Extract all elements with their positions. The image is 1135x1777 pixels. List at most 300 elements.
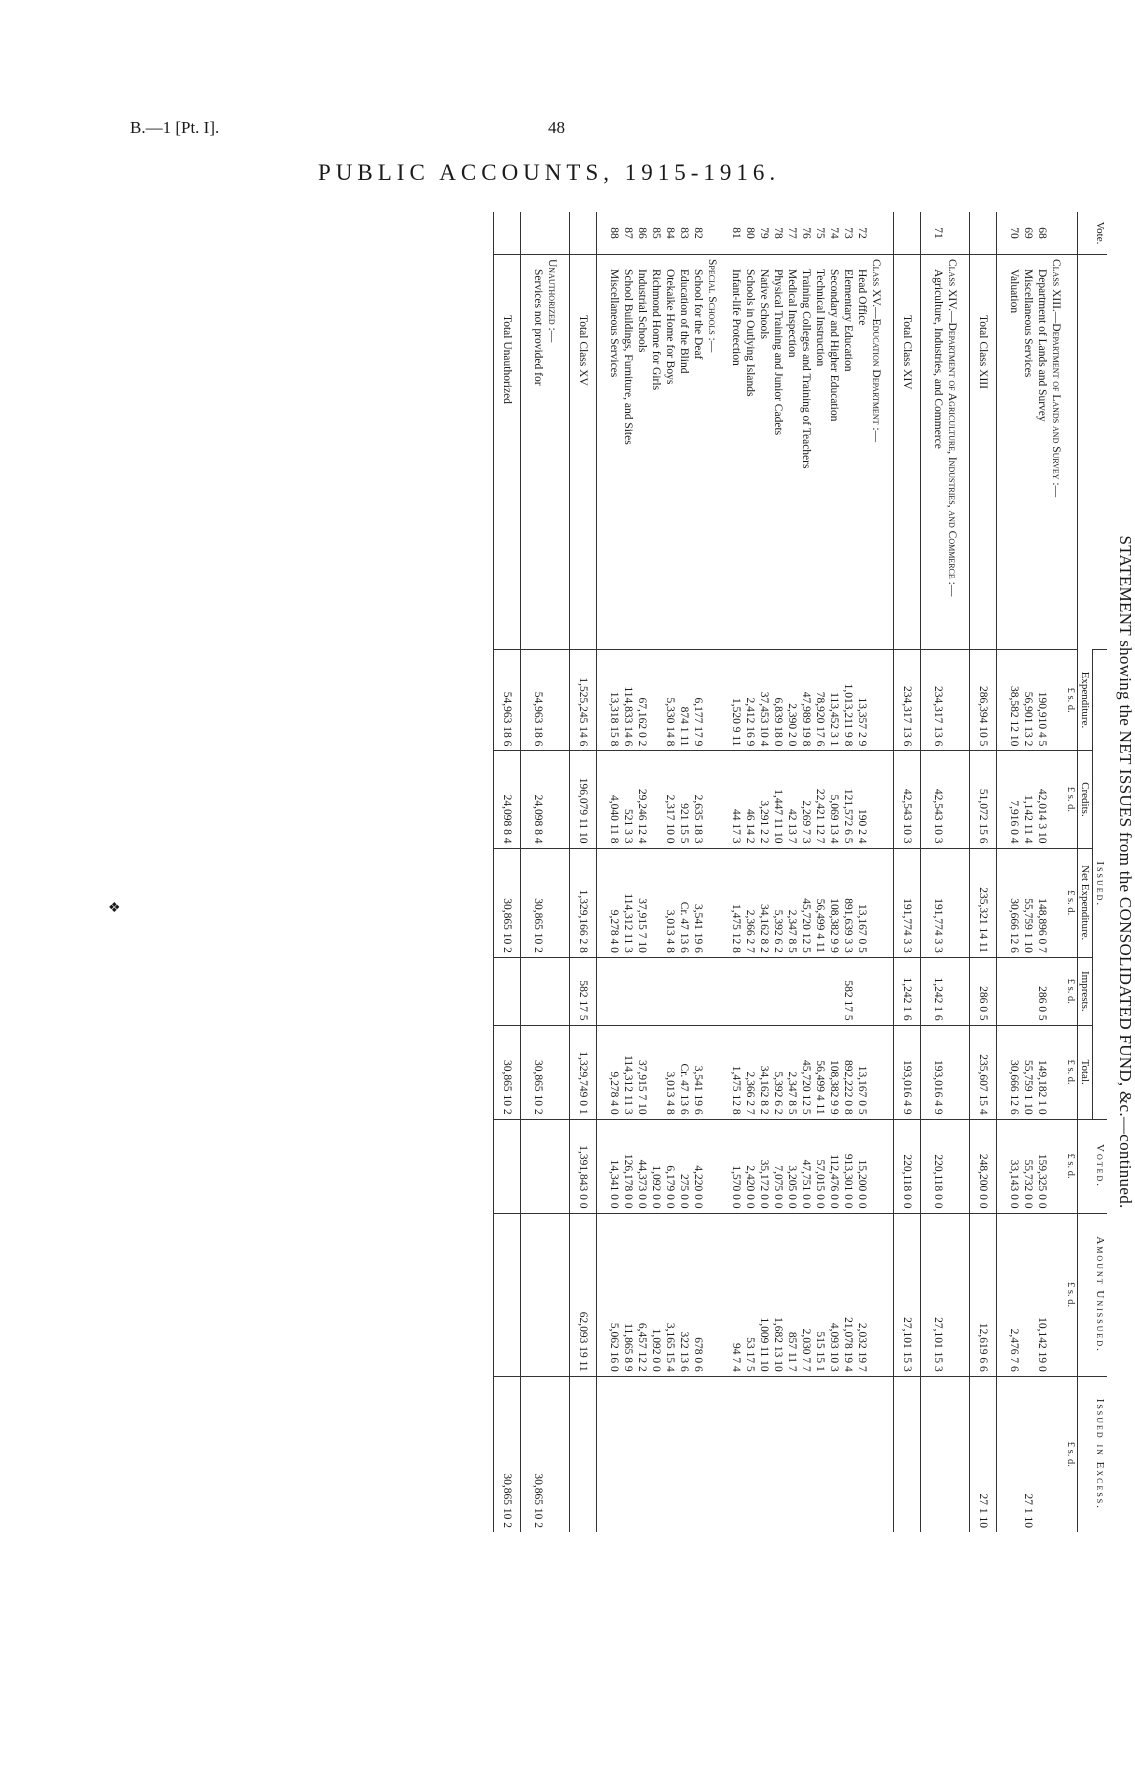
empty-cell: [869, 848, 883, 957]
amount-cred: 190 2 4: [855, 751, 869, 848]
spacer-cell: [959, 1025, 970, 1119]
amount-tot: 2,366 2 7: [743, 1025, 757, 1119]
page-reference: B.—1 [Pt. I].: [130, 118, 220, 137]
table-row: [729, 212, 743, 1532]
empty-cell: [705, 1213, 719, 1376]
amount-tot: 149,182 1 0: [1035, 1025, 1049, 1119]
class-heading: Class XV.—Education Department :—: [869, 255, 883, 650]
amount-cred: 42,543 10 3: [931, 751, 945, 848]
total-exp: 1,525,245 14 6: [570, 650, 597, 751]
amount-imp: [649, 957, 663, 1025]
spacer-cell: [883, 1119, 894, 1213]
row-description: Richmond Home for Girls: [649, 255, 663, 650]
col-unissued: Amount Unissued.: [1078, 1213, 1108, 1376]
amount-cred: 521 3 3: [621, 751, 635, 848]
total-tot: 1,329,749 0 1: [570, 1025, 597, 1119]
amount-exc: [635, 1376, 649, 1532]
amount-cred: 42,014 3 10: [1035, 751, 1049, 848]
total-row: [570, 212, 597, 1532]
col-excess: Issued in Excess.: [1078, 1376, 1108, 1532]
spacer-cell: [521, 751, 532, 848]
empty-cell: [545, 650, 559, 751]
table-row: [827, 212, 841, 1532]
amount-exp: 190,910 4 5: [1035, 650, 1049, 751]
amount-net: 891,639 3 3: [841, 848, 855, 957]
total-exc: 27 1 10: [970, 1376, 997, 1532]
amount-voted: 14,341 0 0: [607, 1119, 621, 1213]
spacer-cell: [959, 1376, 970, 1532]
total-label: Total Class XIV: [894, 255, 921, 650]
amount-cred: 2,317 10 0: [663, 751, 677, 848]
vote-number: 74: [828, 227, 840, 239]
amount-cred: 5,069 13 4: [827, 751, 841, 848]
spacer-cell: [959, 255, 970, 650]
spacer-cell: [997, 1119, 1008, 1213]
amount-unis: 11,865 8 9: [621, 1213, 635, 1376]
amount-exc: [771, 1376, 785, 1532]
total-exc: [570, 1376, 597, 1532]
spacer-cell: [597, 1376, 608, 1532]
amount-voted: 126,178 0 0: [621, 1119, 635, 1213]
spacer-cell: [883, 212, 894, 255]
stray-mark: ❖: [108, 901, 121, 916]
amount-voted: 3,205 0 0: [785, 1119, 799, 1213]
amount-exc: [799, 1376, 813, 1532]
amount-unis: 2,030 7 7: [799, 1213, 813, 1376]
amount-exp: 1,013,211 9 8: [841, 650, 855, 751]
amount-net: 56,499 4 11: [813, 848, 827, 957]
spacer-cell: [883, 650, 894, 751]
class-heading-row: [869, 212, 883, 1532]
amount-voted: 220,118 0 0: [931, 1119, 945, 1213]
amount-exc: [1035, 1376, 1049, 1532]
total-voted: 1,391,843 0 0: [570, 1119, 597, 1213]
spacer-cell: [597, 212, 608, 255]
amount-exp: 2,390 2 0: [785, 650, 799, 751]
class-heading-row: [705, 212, 719, 1532]
vote-number: 86: [636, 227, 648, 239]
empty-cell: [545, 1119, 559, 1213]
spacer-cell: [921, 255, 932, 650]
table-row: [1007, 212, 1021, 1532]
amount-net: 5,392 6 2: [771, 848, 785, 957]
amount-cred: 29,246 12 4: [635, 751, 649, 848]
spacer-cell: [921, 650, 932, 751]
vote-cell: [894, 212, 921, 255]
empty-cell: [1049, 957, 1063, 1025]
amount-exp: 6,177 17 9: [691, 650, 705, 751]
amount-tot: 37,915 7 10: [635, 1025, 649, 1119]
amount-exp: 234,317 13 6: [931, 650, 945, 751]
amount-voted: 35,172 0 0: [757, 1119, 771, 1213]
amount-imp: [757, 957, 771, 1025]
unit-cell: £ s. d.: [1063, 957, 1078, 1025]
total-unis: 27,101 15 3: [894, 1213, 921, 1376]
empty-cell: [705, 650, 719, 751]
empty-cell: [869, 957, 883, 1025]
statement-table: [493, 212, 1107, 1532]
total-tot: 235,607 15 4: [970, 1025, 997, 1119]
vote-number: [531, 212, 545, 255]
vote-cell: [1049, 212, 1063, 255]
amount-imp: [771, 957, 785, 1025]
amount-tot: 5,392 6 2: [771, 1025, 785, 1119]
spacer-cell: [997, 848, 1008, 957]
vote-number: 77: [786, 227, 798, 239]
total-imp: [494, 957, 521, 1025]
spacer-row: [559, 212, 570, 1532]
table-row: [649, 212, 663, 1532]
unit-cell: £ s. d.: [1063, 751, 1078, 848]
total-net: 235,321 14 11: [970, 848, 997, 957]
amount-exc: [1007, 1376, 1021, 1532]
spacer-row: [883, 212, 894, 1532]
empty-cell: [545, 751, 559, 848]
total-net: 30,865 10 2: [494, 848, 521, 957]
unit-cell: £ s. d.: [1063, 1213, 1078, 1376]
amount-imp: [813, 957, 827, 1025]
table-row: [621, 212, 635, 1532]
spacer-cell: [959, 212, 970, 255]
amount-tot: 9,278 4 0: [607, 1025, 621, 1119]
amount-net: 2,347 8 5: [785, 848, 799, 957]
unit-cell: £ s. d.: [1063, 1119, 1078, 1213]
spacer-cell: [521, 650, 532, 751]
spacer-cell: [719, 1025, 729, 1119]
amount-cred: 1,142 11 4: [1021, 751, 1035, 848]
vote-cell: [570, 212, 597, 255]
amount-cred: 46 14 2: [743, 751, 757, 848]
amount-voted: 275 0 0: [677, 1119, 691, 1213]
spacer-cell: [921, 1025, 932, 1119]
row-description: Physical Training and Junior Cadets: [771, 255, 785, 650]
total-cred: 42,543 10 3: [894, 751, 921, 848]
row-description: Medical Inspection: [785, 255, 799, 650]
vote-number: 78: [772, 227, 784, 239]
amount-exp: [649, 650, 663, 751]
total-exp: 54,963 18 6: [494, 650, 521, 751]
empty-cell: [945, 650, 959, 751]
amount-net: 45,720 12 5: [799, 848, 813, 957]
spacer-cell: [921, 212, 932, 255]
empty-cell: [869, 1376, 883, 1532]
vote-cell: [970, 212, 997, 255]
unit-cell: [1063, 212, 1078, 255]
spacer-cell: [521, 255, 532, 650]
col-issued: Issued.: [1093, 650, 1108, 1120]
col-vote: Vote.: [1078, 212, 1108, 255]
table-row: [841, 212, 855, 1532]
amount-unis: 2,032 19 7: [855, 1213, 869, 1376]
unit-cell: [1063, 255, 1078, 650]
amount-imp: [743, 957, 757, 1025]
col-net: Net Expenditure.: [1078, 848, 1093, 957]
total-label: Total Class XIII: [970, 255, 997, 650]
amount-net: 37,915 7 10: [635, 848, 649, 957]
amount-net: 3,013 4 8: [663, 848, 677, 957]
vote-number: 72: [856, 227, 868, 239]
amount-tot: 55,759 1 10: [1021, 1025, 1035, 1119]
row-description: Infant-life Protection: [729, 255, 743, 650]
spacer-cell: [997, 1376, 1008, 1532]
spacer-cell: [521, 1213, 532, 1376]
spacer-cell: [521, 848, 532, 957]
amount-cred: 4,040 11 8: [607, 751, 621, 848]
empty-cell: [545, 957, 559, 1025]
amount-cred: 2,635 18 3: [691, 751, 705, 848]
amount-imp: [827, 957, 841, 1025]
spacer-row: [597, 212, 608, 1532]
amount-imp: [691, 957, 705, 1025]
table-row: [677, 212, 691, 1532]
total-voted: 248,200 0 0: [970, 1119, 997, 1213]
unit-cell: £ s. d.: [1063, 650, 1078, 751]
spacer-cell: [959, 751, 970, 848]
amount-net: 1,475 12 8: [729, 848, 743, 957]
amount-cred: 42 13 7: [785, 751, 799, 848]
empty-cell: [705, 751, 719, 848]
amount-exc: [677, 1376, 691, 1532]
spacer-cell: [921, 1119, 932, 1213]
amount-imp: [635, 957, 649, 1025]
spacer-cell: [559, 1376, 570, 1532]
spacer-cell: [959, 848, 970, 957]
vote-cell: [945, 212, 959, 255]
spacer-cell: [997, 1025, 1008, 1119]
amount-net: Cr. 47 13 6: [677, 848, 691, 957]
amount-exp: 38,582 12 10: [1007, 650, 1021, 751]
spacer-cell: [719, 650, 729, 751]
amount-unis: 21,078 19 4: [841, 1213, 855, 1376]
amount-tot: 193,016 4 9: [931, 1025, 945, 1119]
class-heading-row: [545, 212, 559, 1532]
amount-voted: 33,143 0 0: [1007, 1119, 1021, 1213]
total-row: [494, 212, 521, 1532]
empty-cell: [1049, 1119, 1063, 1213]
amount-exc: [729, 1376, 743, 1532]
amount-voted: 57,015 0 0: [813, 1119, 827, 1213]
vote-number: 70: [1008, 227, 1020, 239]
spacer-cell: [959, 1213, 970, 1376]
amount-cred: 121,572 6 5: [841, 751, 855, 848]
vote-cell: [705, 212, 719, 255]
unit-row: [1063, 212, 1078, 1532]
spacer-row: [719, 212, 729, 1532]
amount-imp: [677, 957, 691, 1025]
spacer-cell: [719, 1213, 729, 1376]
total-tot: 30,865 10 2: [494, 1025, 521, 1119]
amount-tot: Cr. 47 13 6: [677, 1025, 691, 1119]
page-number: 48: [548, 118, 565, 137]
spacer-row: [997, 212, 1008, 1532]
spacer-cell: [719, 1376, 729, 1532]
spacer-cell: [521, 1376, 532, 1532]
col-expenditure: Expenditure.: [1078, 650, 1093, 751]
total-exp: 286,394 10 5: [970, 650, 997, 751]
class-heading-row: [945, 212, 959, 1532]
empty-cell: [1049, 650, 1063, 751]
empty-cell: [545, 1376, 559, 1532]
vote-number: 87: [622, 227, 634, 239]
class-heading: Class XIII.—Department of Lands and Survey :—: [1049, 255, 1063, 650]
amount-voted: 1,092 0 0: [649, 1119, 663, 1213]
spacer-cell: [997, 255, 1008, 650]
vote-number: 80: [744, 227, 756, 239]
amount-tot: 108,382 9 9: [827, 1025, 841, 1119]
total-net: 1,329,166 2 8: [570, 848, 597, 957]
vote-number: 71: [932, 227, 944, 239]
amount-exp: 1,520 9 11: [729, 650, 743, 751]
empty-cell: [1049, 751, 1063, 848]
total-cred: 51,072 15 6: [970, 751, 997, 848]
row-description: Schools in Outlying Islands: [743, 255, 757, 650]
amount-exc: [663, 1376, 677, 1532]
amount-exc: [621, 1376, 635, 1532]
row-description: Secondary and Higher Education: [827, 255, 841, 650]
empty-cell: [945, 1213, 959, 1376]
spacer-cell: [883, 1025, 894, 1119]
amount-exc: [607, 1376, 621, 1532]
amount-exp: 5,330 14 8: [663, 650, 677, 751]
spacer-cell: [597, 1119, 608, 1213]
amount-voted: 112,476 0 0: [827, 1119, 841, 1213]
unit-cell: £ s. d.: [1063, 848, 1078, 957]
amount-unis: 4,093 10 3: [827, 1213, 841, 1376]
spacer-cell: [597, 1213, 608, 1376]
table-row: [813, 212, 827, 1532]
row-description: Miscellaneous Services: [1021, 255, 1035, 650]
empty-cell: [705, 957, 719, 1025]
empty-cell: [1049, 1376, 1063, 1532]
spacer-cell: [997, 957, 1008, 1025]
amount-imp: [799, 957, 813, 1025]
spacer-cell: [997, 650, 1008, 751]
amount-exp: 54,963 18 6: [531, 650, 545, 751]
table-row: [635, 212, 649, 1532]
empty-cell: [869, 751, 883, 848]
amount-exc: [841, 1376, 855, 1532]
amount-voted: 2,420 0 0: [743, 1119, 757, 1213]
amount-tot: 3,541 19 6: [691, 1025, 705, 1119]
statement-title: STATEMENT showing the NET ISSUES from the CONSOLIDATED FUND, &c.—continued.: [1116, 535, 1135, 1209]
empty-cell: [1049, 848, 1063, 957]
class-heading: Unauthorized :—: [545, 255, 559, 650]
statement-body: [494, 212, 1078, 1532]
empty-cell: [869, 1119, 883, 1213]
total-row: [894, 212, 921, 1532]
empty-cell: [945, 848, 959, 957]
table-row: [1035, 212, 1049, 1532]
total-imp: 286 0 5: [970, 957, 997, 1025]
table-row: [607, 212, 621, 1532]
row-description: Native Schools: [757, 255, 771, 650]
amount-imp: [855, 957, 869, 1025]
amount-imp: [729, 957, 743, 1025]
rotated-statement: [185, 212, 1135, 1532]
amount-cred: 22,421 12 7: [813, 751, 827, 848]
empty-cell: [1049, 1025, 1063, 1119]
amount-cred: 3,291 2 2: [757, 751, 771, 848]
amount-tot: 30,865 10 2: [531, 1025, 545, 1119]
empty-cell: [945, 1376, 959, 1532]
amount-exc: [691, 1376, 705, 1532]
page-title: PUBLIC ACCOUNTS, 1915-1916.: [318, 160, 781, 185]
spacer-cell: [597, 255, 608, 650]
amount-exp: 78,920 17 6: [813, 650, 827, 751]
amount-imp: [1021, 957, 1035, 1025]
total-exp: 234,317 13 6: [894, 650, 921, 751]
spacer-cell: [719, 212, 729, 255]
spacer-cell: [559, 1119, 570, 1213]
row-description: Industrial Schools: [635, 255, 649, 650]
amount-exp: 2,412 16 9: [743, 650, 757, 751]
amount-unis: 322 13 6: [677, 1213, 691, 1376]
amount-tot: 45,720 12 5: [799, 1025, 813, 1119]
spacer-row: [921, 212, 932, 1532]
amount-net: 34,162 8 2: [757, 848, 771, 957]
amount-net: 191,774 3 3: [931, 848, 945, 957]
amount-net: 2,366 2 7: [743, 848, 757, 957]
amount-exc: [813, 1376, 827, 1532]
amount-imp: [531, 957, 545, 1025]
amount-voted: 4,220 0 0: [691, 1119, 705, 1213]
row-description: Services not provided for: [531, 255, 545, 650]
amount-net: 55,759 1 10: [1021, 848, 1035, 957]
spacer-cell: [883, 1376, 894, 1532]
amount-voted: 15,200 0 0: [855, 1119, 869, 1213]
amount-net: 3,541 19 6: [691, 848, 705, 957]
amount-voted: 1,570 0 0: [729, 1119, 743, 1213]
amount-voted: 6,179 0 0: [663, 1119, 677, 1213]
amount-imp: 1,242 1 6: [931, 957, 945, 1025]
empty-cell: [945, 1119, 959, 1213]
spacer-cell: [597, 848, 608, 957]
total-voted: [494, 1119, 521, 1213]
amount-cred: 44 17 3: [729, 751, 743, 848]
empty-cell: [869, 650, 883, 751]
amount-exp: 13,357 2 9: [855, 650, 869, 751]
amount-unis: [531, 1213, 545, 1376]
vote-number: 85: [650, 227, 662, 239]
amount-voted: 55,732 0 0: [1021, 1119, 1035, 1213]
amount-unis: 10,142 19 0: [1035, 1213, 1049, 1376]
spacer-cell: [521, 212, 532, 255]
total-unis: 12,619 6 6: [970, 1213, 997, 1376]
spacer-cell: [883, 255, 894, 650]
spacer-cell: [959, 1119, 970, 1213]
spacer-cell: [959, 650, 970, 751]
spacer-cell: [559, 255, 570, 650]
empty-cell: [545, 1213, 559, 1376]
amount-net: 114,312 11 3: [621, 848, 635, 957]
amount-net: [649, 848, 663, 957]
amount-cred: [649, 751, 663, 848]
amount-unis: 6,457 12 2: [635, 1213, 649, 1376]
table-row: [1021, 212, 1035, 1532]
vote-cell: [869, 212, 883, 255]
row-description: School for the Deaf: [691, 255, 705, 650]
spacer-cell: [559, 212, 570, 255]
vote-number: 79: [758, 227, 770, 239]
vote-number: 68: [1036, 227, 1048, 239]
empty-cell: [945, 957, 959, 1025]
amount-unis: 53 17 5: [743, 1213, 757, 1376]
amount-exp: 114,833 14 6: [621, 650, 635, 751]
amount-voted: 159,325 0 0: [1035, 1119, 1049, 1213]
spacer-cell: [719, 255, 729, 650]
spacer-cell: [559, 848, 570, 957]
empty-cell: [545, 1025, 559, 1119]
